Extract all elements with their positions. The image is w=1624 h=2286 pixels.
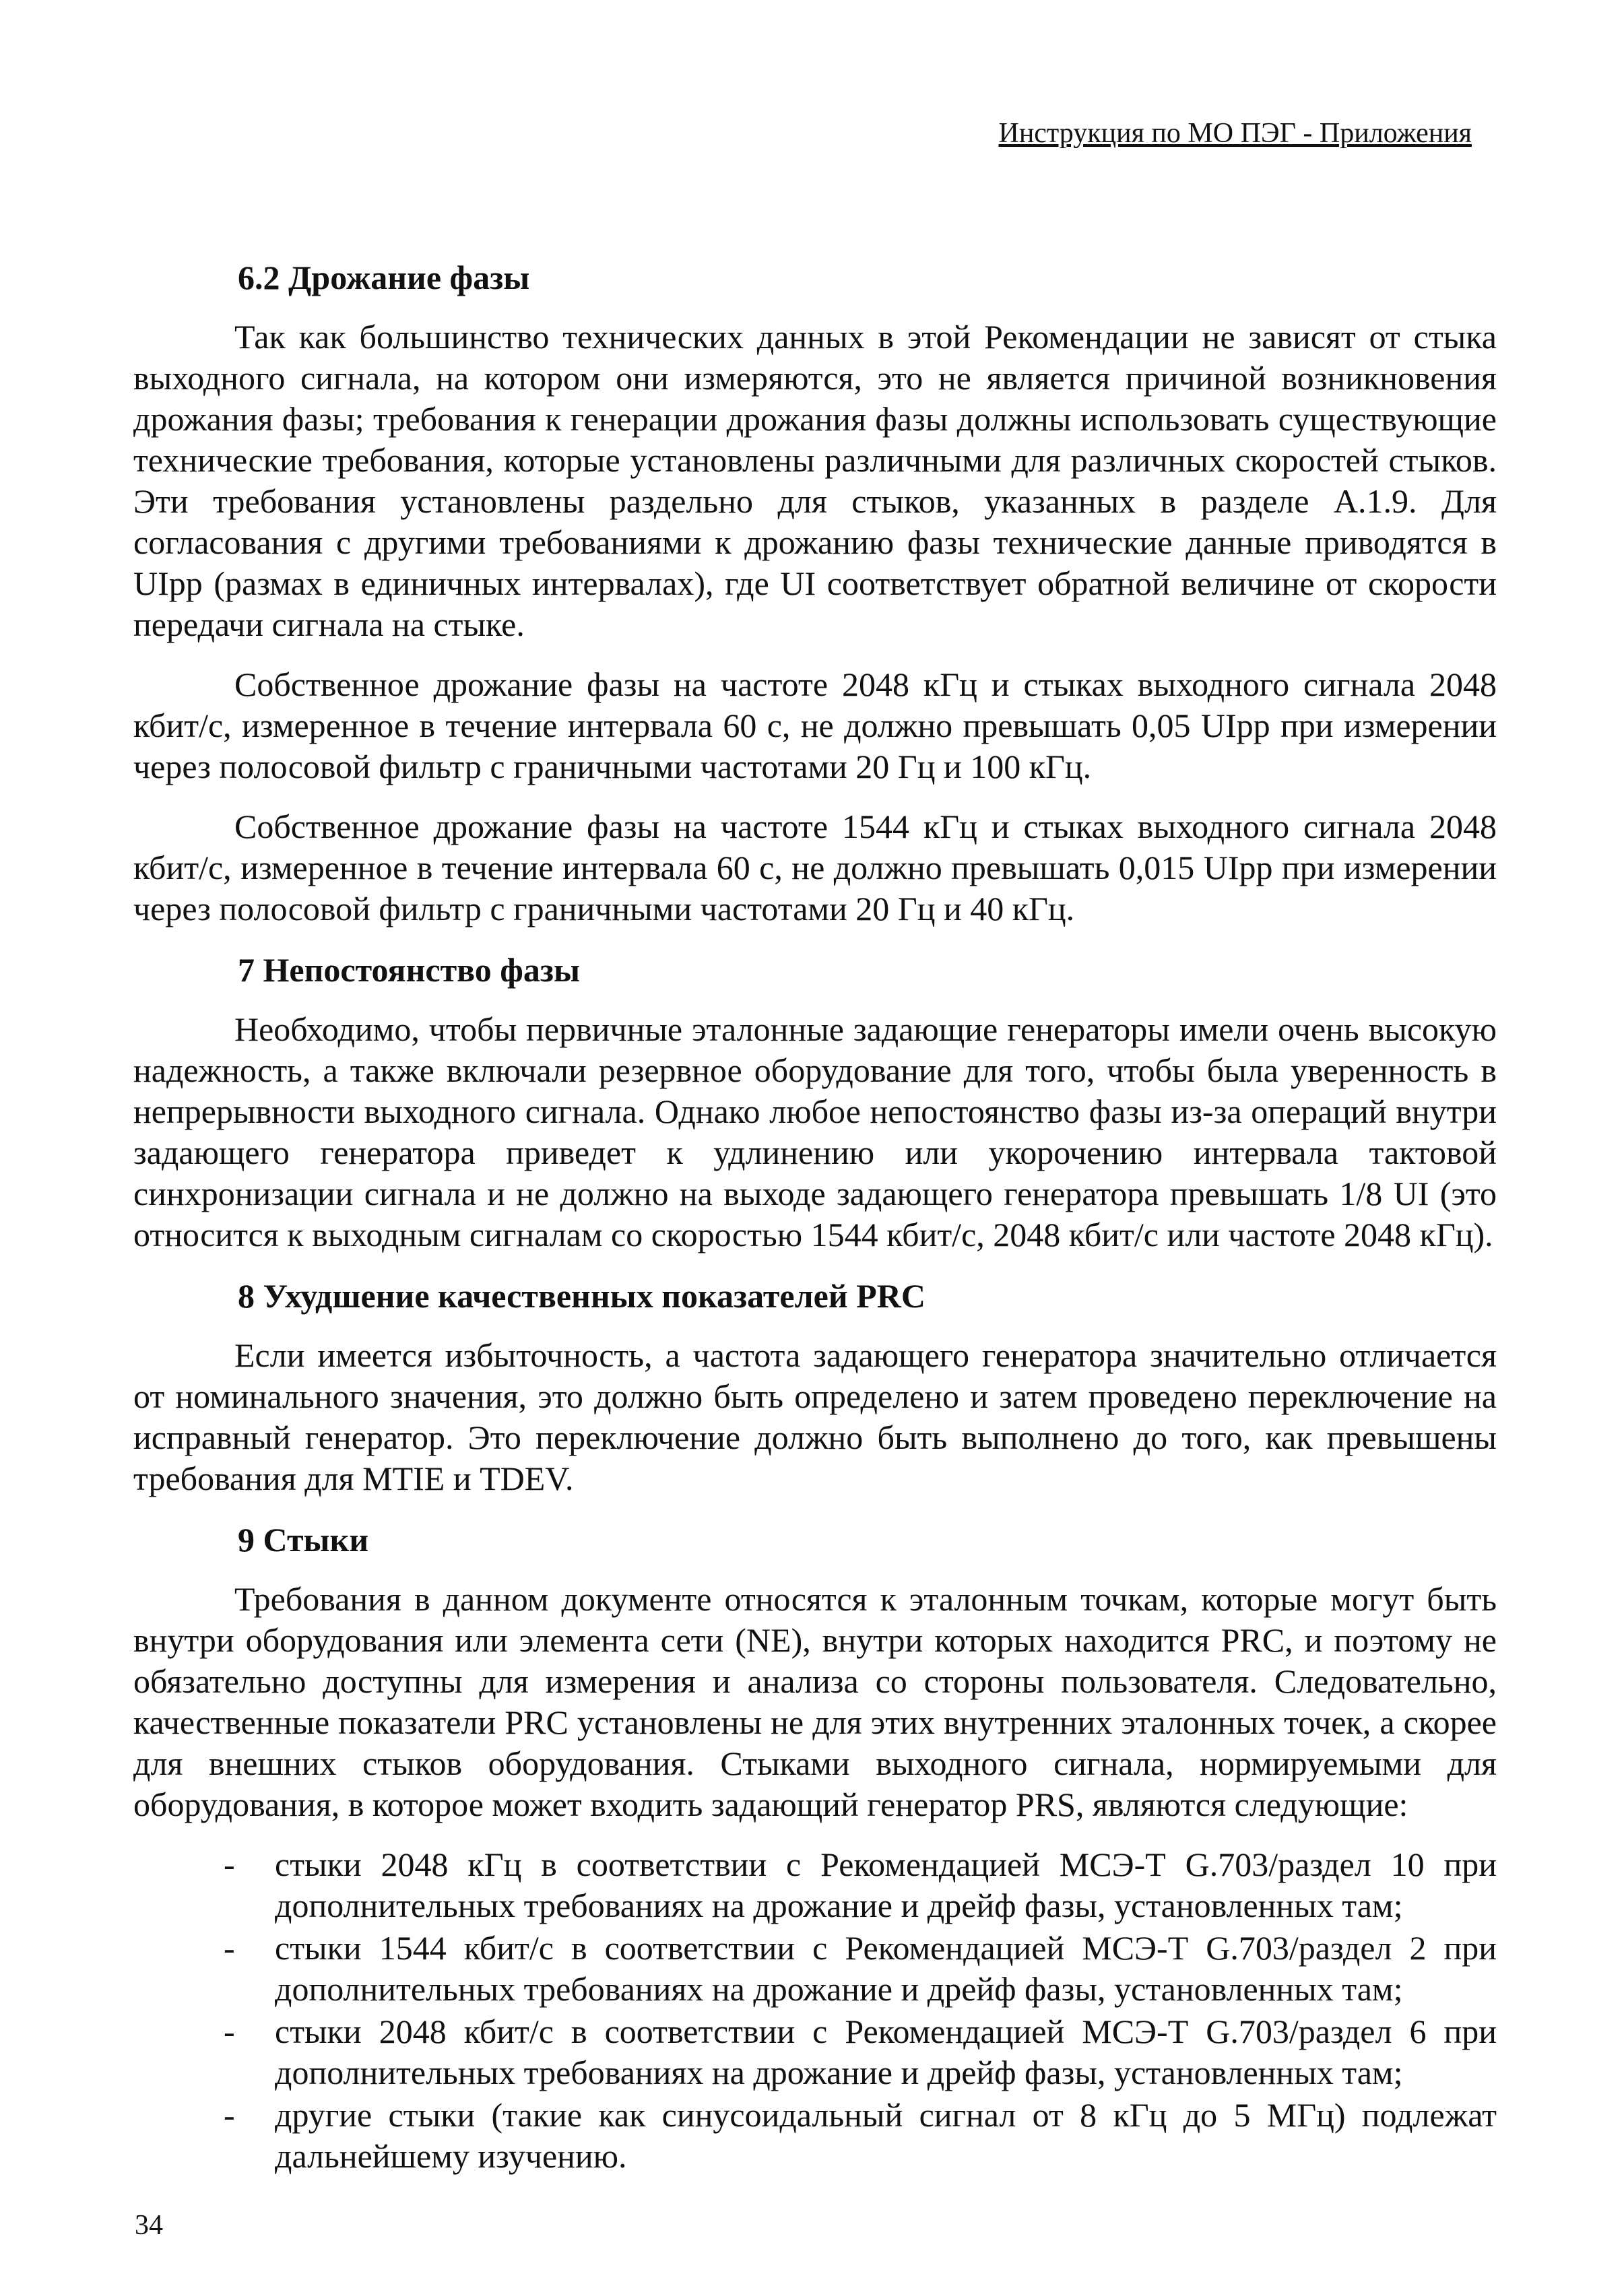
section-7-phase-discontinuity <box>133 948 1497 1255</box>
list-item <box>133 2095 1497 2177</box>
paragraph: Если имеется избыточность, а частота задающего генератора значительно отличается от номинального значения, это должно быть определено и затем проведено переключение на исправный генератор. Это переключение должно быть выполнено до того, как превышены требования для MTIE и TDEV. <box>133 1336 1497 1497</box>
paragraph: Собственное дрожание фазы на частоте 2048 кГц и стыках выходного сигнала 2048 кбит/с, измеренное в течение интервала 60 с, не должно превышать 0,05 UIpp при измерении через полосовой фильтр с граничными частотами 20 Гц и 100 кГц. <box>133 665 1497 785</box>
section-heading: 9 Стыки <box>238 1521 369 1559</box>
list-item <box>133 1844 1497 1926</box>
section-6-2-phase-jitter <box>133 256 1497 929</box>
paragraph: Собственное дрожание фазы на частоте 1544 кГц и стыках выходного сигнала 2048 кбит/с, измеренное в течение интервала 60 с, не должно превышать 0,015 UIpp при измерении через полосовой фильтр с граничными частотами 20 Гц и 40 кГц. <box>133 808 1497 927</box>
paragraph: Необходимо, чтобы первичные эталонные задающие генераторы имели очень высокую надежность, а также включали резервное оборудование для того, чтобы была уверенность в непрерывности выходного сигнала. Однако любое непостоянство фазы из-за операций внутри задающего генератора приведет к удлинению или укорочению интервала тактовой синхронизации сигнала и не должно на выходе задающего генератора превышать 1/8 UI (это относится к выходным сигналам со скоростью 1544 кбит/с, 2048 кбит/с или частоте 2048 кГц). <box>133 1010 1497 1253</box>
list-item <box>133 2011 1497 2093</box>
section-8-prc-degradation <box>133 1274 1497 1499</box>
section-heading: 8 Ухудшение качественных показателей PRC <box>238 1277 925 1315</box>
section-heading: 6.2 Дрожание фазы <box>238 259 530 296</box>
list-dash: - <box>224 2096 235 2134</box>
section-9-interfaces <box>133 1518 1497 2177</box>
list-dash: - <box>224 1929 235 1967</box>
paragraph: Требования в данном документе относятся к эталонным точкам, которые могут быть внутри оборудования или элемента сети (NE), внутри которых находится PRC, и поэтому не обязательно доступны для измерения и анализа со стороны пользователя. Следовательно, качественные показатели PRC установлены не для этих внутренних эталонных точек, а скорее для внешних стыков оборудования. Стыками выходного сигнала, нормируемыми для оборудования, в которое может входить задающий генератор PRS, являются следующие: <box>133 1580 1497 1823</box>
interfaces-list <box>133 1844 1497 2177</box>
list-dash: - <box>224 1846 235 1883</box>
list-item-text: стыки 2048 кГц в соответствии с Рекомендацией МСЭ-Т G.703/раздел 10 при дополнительных требованиях на дрожание и дрейф фазы, установленных там; <box>275 1846 1497 1924</box>
document-body <box>133 256 1497 2178</box>
running-header: Инструкция по МО ПЭГ - Приложения <box>998 118 1472 149</box>
list-item-text: другие стыки (такие как синусоидальный сигнал от 8 кГц до 5 МГц) подлежат дальнейшему изучению. <box>275 2096 1497 2175</box>
paragraph: Так как большинство технических данных в этой Рекомендации не зависят от стыка выходного сигнала, на котором они измеряются, это не является причиной возникновения дрожания фазы; требования к генерации дрожания фазы должны использовать существующие технические требования, которые установлены различными для различных скоростей стыков. Эти требования установлены раздельно для стыков, указанных в разделе A.1.9. Для согласования с другими требованиями к дрожанию фазы технические данные приводятся в UIpp (размах в единичных интервалах), где UI соответствует обратной величине от скорости передачи сигнала на стыке. <box>133 318 1497 643</box>
page-number: 34 <box>135 2210 163 2241</box>
list-item-text: стыки 1544 кбит/с в соответствии с Рекомендацией МСЭ-Т G.703/раздел 2 при дополнительных требованиях на дрожание и дрейф фазы, установленных там; <box>275 1929 1497 2008</box>
list-item <box>133 1928 1497 2010</box>
section-heading: 7 Непостоянство фазы <box>238 951 581 989</box>
list-dash: - <box>224 2013 235 2050</box>
list-item-text: стыки 2048 кбит/с в соответствии с Рекомендацией МСЭ-Т G.703/раздел 6 при дополнительных требованиях на дрожание и дрейф фазы, установленных там; <box>275 2013 1497 2091</box>
